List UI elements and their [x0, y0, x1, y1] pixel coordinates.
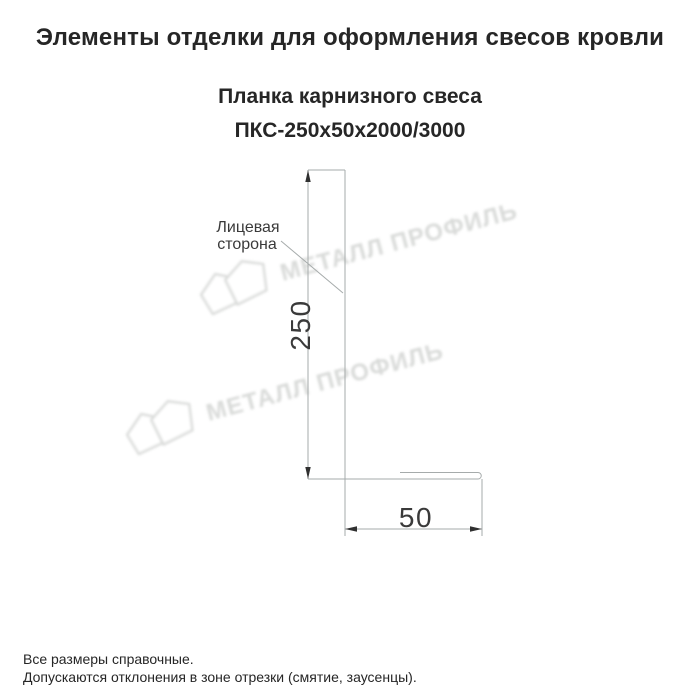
product-name: Планка карнизного свеса	[218, 85, 482, 108]
height-dimension-arrow-down-icon	[305, 467, 310, 479]
footer-note-2: Допускаются отклонения в зоне отрезки (смятие, заусенцы).	[23, 669, 417, 685]
width-dimension-value: 50	[398, 502, 434, 533]
watermark-text: МЕТАЛЛ ПРОФИЛЬ	[277, 197, 521, 287]
watermark-text: МЕТАЛЛ ПРОФИЛЬ	[203, 337, 447, 427]
face-side-label-line2: сторона	[217, 236, 277, 253]
height-dimension-value: 250	[285, 299, 316, 351]
product-code: ПКС-250х50х2000/3000	[234, 119, 466, 142]
footer-note-1: Все размеры справочные.	[23, 651, 194, 667]
width-dimension-arrow-left-icon	[345, 526, 357, 531]
page-title: Элементы отделки для оформления свесов кровли	[35, 24, 665, 51]
footer-notes	[23, 650, 417, 686]
profile-hem-fold-line	[400, 473, 481, 480]
face-side-label-line1: Лицевая	[216, 219, 280, 236]
height-dimension-arrow-up-icon	[305, 170, 310, 182]
width-dimension-arrow-right-icon	[470, 526, 482, 531]
face-side-leader-line	[281, 241, 343, 293]
